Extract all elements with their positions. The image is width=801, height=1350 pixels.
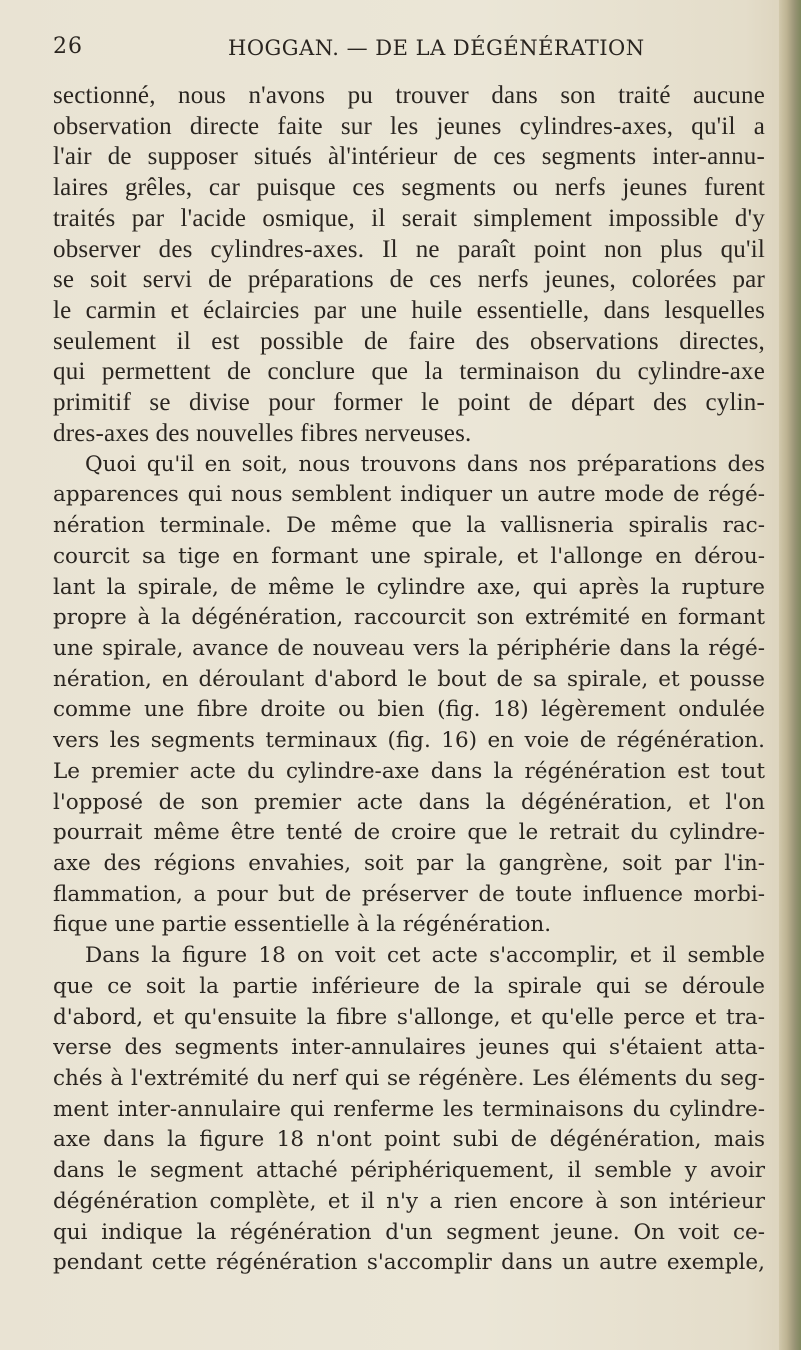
text-line: laires grêles, car puisque ces segments ou nerfs jeunes furent — [53, 174, 765, 202]
text-line: axe dans la figure 18 n'ont point subi de dégénération, mais — [53, 1127, 765, 1153]
page-edge — [779, 0, 801, 1350]
text-line: l'opposé de son premier acte dans la dégénération, et l'on — [53, 789, 765, 815]
text-line: traités par l'acide osmique, il serait simplement impossible d'y — [53, 204, 765, 232]
text-line: flammation, a pour but de préserver de toute influence morbi- — [53, 881, 765, 907]
text-line: dres-axes des nouvelles fibres nerveuses. — [53, 419, 472, 447]
text-line: apparences qui nous semblent indiquer un autre mode de régé- — [53, 482, 765, 508]
text-line: observation directe faite sur les jeunes cylindres-axes, qu'il a — [53, 112, 765, 140]
text-line: chés à l'extrémité du nerf qui se régénère. Les éléments du seg- — [53, 1066, 765, 1091]
text-line: vers les segments terminaux (fig. 16) en voie de régénération. — [53, 728, 765, 754]
text-line: propre à la dégénération, raccourcit son extrémité en formant — [53, 605, 765, 631]
text-line: nération, en déroulant d'abord le bout de sa spirale, et pousse — [53, 666, 765, 692]
text-line: pendant cette régénération s'accomplir dans un autre exemple, — [53, 1250, 765, 1276]
text-line: l'air de supposer situés àl'intérieur de ces segments inter-annu- — [53, 143, 765, 171]
text-line: dans le segment attaché périphériquement, il semble y avoir — [53, 1158, 765, 1184]
text-line: qui indique la régénération d'un segment jeune. On voit ce- — [53, 1219, 765, 1245]
text-line: Le premier acte du cylindre-axe dans la régénération est tout — [53, 758, 765, 784]
text-line: seulement il est possible de faire des observations directes, — [53, 327, 765, 355]
text-line: dégénération complète, et il n'y a rien encore à son intérieur — [53, 1188, 765, 1214]
text-line: le carmin et éclaircies par une huile essentielle, dans lesquelles — [53, 297, 765, 325]
text-line: pourrait même être tenté de croire que le retrait du cylindre- — [53, 820, 765, 846]
body-text — [53, 81, 765, 1279]
text-line: qui permettent de conclure que la terminaison du cylindre-axe — [53, 358, 765, 386]
text-line: se soit servi de préparations de ces nerfs jeunes, colorées par — [53, 266, 765, 294]
text-line: Quoi qu'il en soit, nous trouvons dans nos préparations des — [85, 451, 765, 477]
text-line: courcit sa tige en formant une spirale, et l'allonge en dérou- — [53, 543, 765, 569]
text-line: primitif se divise pour former le point de départ des cylin- — [53, 389, 765, 417]
text-line: ment inter-annulaire qui renferme les terminaisons du cylindre- — [53, 1096, 765, 1122]
text-line: d'abord, et qu'ensuite la fibre s'allonge, et qu'elle perce et tra- — [53, 1004, 765, 1030]
text-line: une spirale, avance de nouveau vers la périphérie dans la régé- — [53, 635, 765, 661]
text-line: verse des segments inter-annulaires jeunes qui s'étaient atta- — [53, 1035, 765, 1061]
text-line: observer des cylindres-axes. Il ne paraît point non plus qu'il — [53, 235, 765, 263]
page-header — [53, 34, 753, 74]
running-title: HOGGAN. — DE LA DÉGÉNÉRATION — [228, 36, 645, 60]
text-line: nération terminale. De même que la vallisneria spiralis rac- — [53, 513, 765, 539]
text-line: axe des régions envahies, soit par la gangrène, soit par l'in- — [53, 850, 765, 876]
text-line: Dans la figure 18 on voit cet acte s'accomplir, et il semble — [85, 943, 765, 969]
text-line: comme une fibre droite ou bien (fig. 18) légèrement ondulée — [53, 697, 765, 723]
text-line: lant la spirale, de même le cylindre axe, qui après la rupture — [53, 574, 765, 600]
text-line: fique une partie essentielle à la régénération. — [53, 912, 552, 938]
text-line: sectionné, nous n'avons pu trouver dans son traité aucune — [53, 82, 765, 109]
text-line: que ce soit la partie inférieure de la spirale qui se déroule — [53, 973, 765, 999]
page-number: 26 — [53, 34, 83, 59]
